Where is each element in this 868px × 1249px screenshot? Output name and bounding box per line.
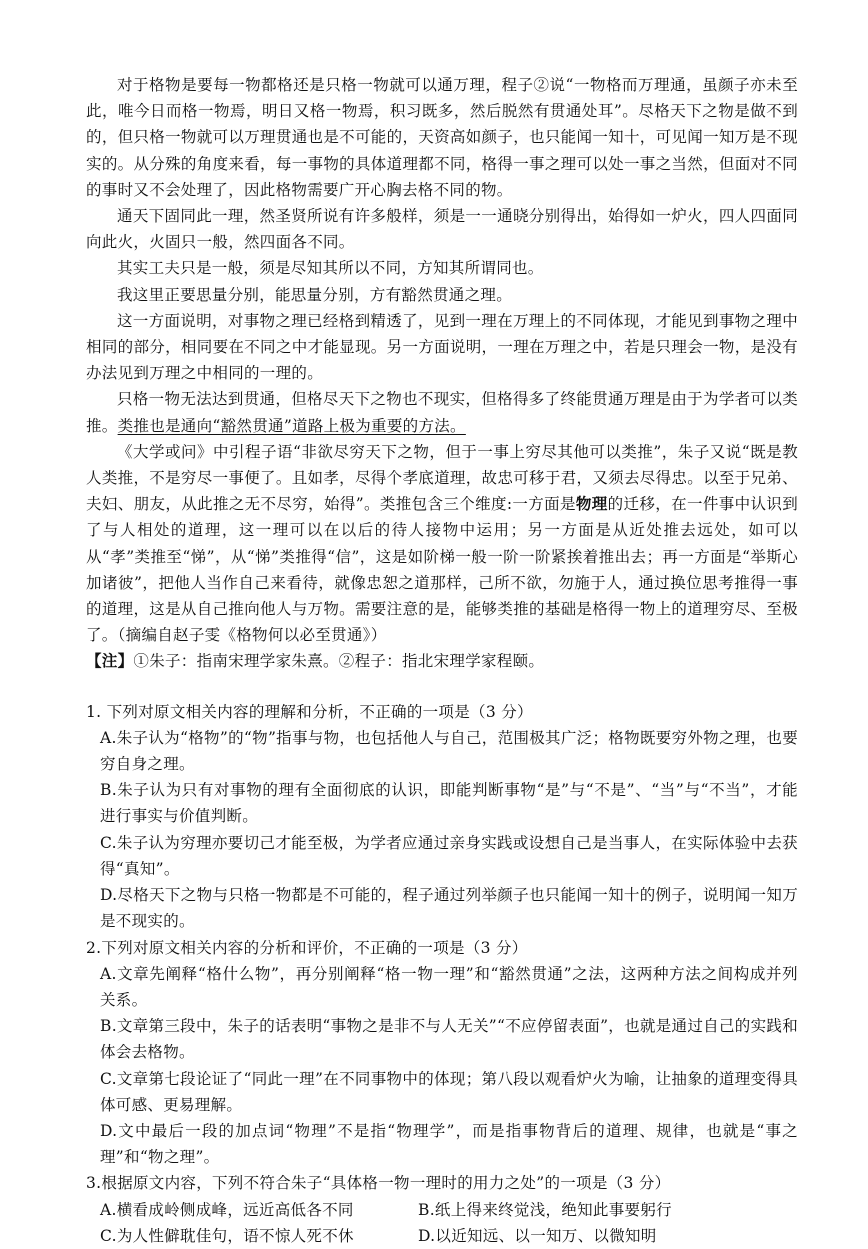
question-3: [86, 1170, 798, 1249]
option-b[interactable]: B.朱子认为只有对事物的理有全面彻底的认识，即能判断事物“是”与“不是”、“当”与“不当”，才能进行事实与价值判断。: [100, 781, 798, 826]
passage-paragraph-7: [86, 439, 798, 649]
option-a[interactable]: A.横看成岭侧成峰，远近高低各不同: [100, 1200, 354, 1219]
question-title: 3.根据原文内容，下列不符合朱子“具体格一物一理时的用力之处”的一项是（3 分）: [86, 1174, 671, 1193]
option-b[interactable]: B.文章第三段中，朱子的话表明“事物之是非不与人无关”“不应停留表面”，也就是通过自己的实践和体会去格物。: [100, 1017, 798, 1062]
question-title: 2.下列对原文相关内容的分析和评价，不正确的一项是（3 分）: [86, 938, 528, 957]
passage-paragraph-6: [86, 386, 798, 438]
paragraph-6-text: 只格一物无法达到贯通，但格尽天下之物也不现实，但格得多了终能贯通万理是由于为学者可以类推。: [86, 390, 798, 435]
option-d[interactable]: D.以近知远、以一知万、以微知明: [418, 1226, 657, 1245]
option-b[interactable]: B.纸上得来终觉浅，绝知此事要躬行: [418, 1200, 672, 1219]
option-d[interactable]: D.文中最后一段的加点词“物理”不是指“物理学”，而是指事物背后的道理、规律，也就是“事之理”和“物之理”。: [100, 1121, 798, 1167]
passage-paragraph-3: 其实工夫只是一般，须是尽知其所以不同，方知其所谓同也。: [117, 259, 544, 278]
option-d[interactable]: D.尽格天下之物与只格一物都是不可能的，程子通过列举颜子也只能闻一知十的例子，说明闻一知万是不现实的。: [100, 886, 798, 931]
question-title: 1. 下列对原文相关内容的理解和分析，不正确的一项是（3 分）: [86, 702, 533, 721]
section-gap: [86, 675, 798, 699]
question-1: [86, 699, 798, 935]
underlined-sentence: 类推也是通向“豁然贯通”道路上极为重要的方法。: [117, 416, 466, 435]
passage-paragraph-1: 对于格物是要每一物都格还是只格一物就可以通万理，程子②说“一物格而万理通，虽颜子亦未至此，唯今日而格一物焉，明日又格一物焉，积习既多，然后脱然有贯通处耳”。尽格天下之物是做不到的，但只格一物就可以万理贯通也是不可能的，天资高如颜子，也只能闻一知十，可见闻一知万是不现实的。从分殊的角度来看，每一事物的具体道理都不同，格得一事之理可以处一事之当然，但面对不同的事时又不会处理了，因此格物需要广开心胸去格不同的物。: [86, 76, 798, 199]
footnote-label: 【注】: [86, 651, 134, 671]
reading-passage: [86, 72, 798, 675]
options-grid: [86, 1197, 798, 1249]
passage-paragraph-2: 通天下固同此一理，然圣贤所说有许多般样，须是一一通晓分别得出，始得如一炉火，四人四面同向此火，火固只一般，然四面各不同。: [86, 207, 798, 252]
option-c[interactable]: C.朱子认为穷理亦要切己才能至极，为学者应通过亲身实践或设想自己是当事人，在实际体验中去获得“真知”。: [100, 833, 798, 878]
emphasized-term: 物理: [575, 494, 608, 514]
option-a[interactable]: A.朱子认为“格物”的“物”指事与物，也包括他人与自己，范围极其广泛；格物既要穷外物之理，也要穷自身之理。: [100, 728, 798, 774]
passage-paragraph-4: 我这里正要思量分别，能思量分别，方有豁然贯通之理。: [117, 285, 513, 304]
option-c[interactable]: C.为人性僻耽佳句，语不惊人死不休: [100, 1226, 354, 1245]
option-a[interactable]: A.文章先阐释“格什么物”，再分别阐释“格一物一理”和“豁然贯通”之法，这两种方法之间构成并列关系。: [100, 964, 798, 1009]
passage-paragraph-5: 这一方面说明，对事物之理已经格到精透了，见到一理在万理上的不同体现，才能见到事物之理中相同的部分，相同要在不同之中才能显现。另一方面说明，一理在万理之中，若是只理会一物，是没有办法见到万理之中相同的一理的。: [86, 311, 798, 383]
option-c[interactable]: C.文章第七段论证了“同此一理”在不同事物中的体现；第八段以观看炉火为喻，让抽象的道理变得具体可感、更易理解。: [100, 1069, 798, 1114]
question-2: [86, 935, 798, 1171]
paragraph-7-text-a: 《大学或问》中引程子语“非欲尽穷天下之物，但于一事上穷尽其他可以类推”，朱子又说“既是教人类推，不是穷尽一事便了。且如孝，尽得个孝底道理，故忠可移于君，又须去尽得忠。以至于兄弟、夫妇、朋友，从此推之无不尽穷，始得”。类推包含三个维度:一方面是: [86, 442, 798, 514]
footnote: [86, 648, 798, 674]
paragraph-7-text-b: 的迁移，在一件事中认识到了与人相处的道理，这一理可以在以后的待人接物中运用；另一方面是从近处推去远处，如可以从“孝”类推至“悌”，从“悌”类推得“信”，这是如阶梯一般一阶一阶紧挨着推出去；再一方面是“举斯心加诸彼”，把他人当作自己来看待，就像忠恕之道那样，己所不欲，勿施于人，通过换位思考推得一事的道理，这是从自己推向他人与万物。需要注意的是，能够类推的基础是格得一物上的道理穷尽、至极了。（摘编自赵子雯《格物何以必至贯通》）: [86, 495, 798, 645]
footnote-text: ①朱子：指南宋理学家朱熹。②程子：指北宋理学家程颐。: [133, 652, 545, 671]
